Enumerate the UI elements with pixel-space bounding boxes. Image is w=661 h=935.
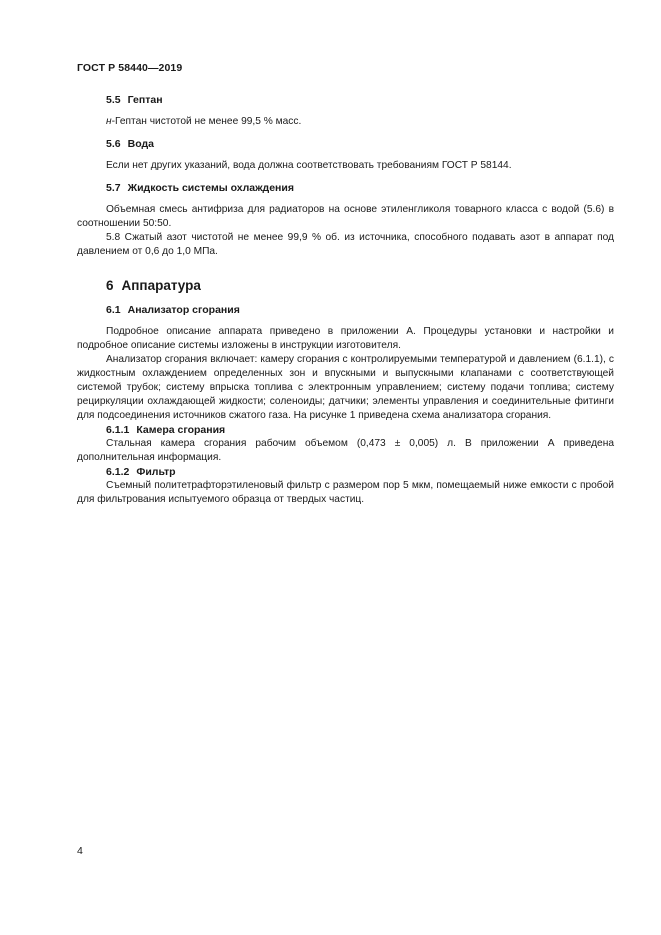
heading-5-7-number: 5.7 [106,182,121,194]
heading-6 [77,277,614,295]
page-content [77,93,614,507]
heading-6-1-title: Анализатор сгорания [127,304,240,316]
heading-5-6-title: Вода [127,138,154,150]
heading-6-1-2-number: 6.1.2 [106,466,130,478]
running-header-standard-id: ГОСТ Р 58440—2019 [77,62,183,74]
paragraph-5-7: Объемная смесь антифриза для радиаторов на основе этиленгликоля товарного класса с водой (5.6) в соотношении 50:50. [77,204,614,229]
paragraph-5-6: Если нет других указаний, вода должна соответствовать требованиям ГОСТ Р 58144. [106,160,512,171]
heading-5-6-number: 5.6 [106,138,121,150]
heading-5-5 [77,93,614,107]
heading-6-1-1-title: Камера сгорания [136,424,226,436]
paragraph-5-8: 5.8 Сжатый азот чистотой не менее 99,9 % об. из источника, способного подавать азот в аппарат под давлением от 0,6 до 1,0 МПа. [77,232,614,257]
heading-5-7 [77,181,614,195]
paragraph-5-5-text: -Гептан чистотой не менее 99,5 % масс. [111,116,302,127]
heading-6-1-1 [77,423,614,437]
heading-5-7-title: Жидкость системы охлаждения [127,182,294,194]
paragraph-6-1-a: Подробное описание аппарата приведено в приложении А. Процедуры установки и настройки и подробное описание системы изложены в инструкции изготовителя. [77,326,614,351]
heading-6-1-1-number: 6.1.1 [106,424,130,436]
heading-5-5-title: Гептан [127,94,163,106]
paragraph-5-5-italic-prefix: н [106,116,112,127]
heading-6-1-number: 6.1 [106,304,121,316]
paragraph-5-5 [77,115,614,129]
heading-6-1-2 [77,465,614,479]
heading-5-6 [77,137,614,151]
heading-6-1-2-title: Фильтр [136,466,176,478]
heading-6-title: Аппаратура [121,278,201,293]
paragraph-6-1-1: Стальная камера сгорания рабочим объемом (0,473 ± 0,005) л. В приложении А приведена дополнительная информация. [77,438,614,463]
paragraph-6-1-2: Съемный политетрафторэтиленовый фильтр с размером пор 5 мкм, помещаемый ниже емкости с пробой для фильтрования испытуемого образца от твердых частиц. [77,480,614,505]
page-number: 4 [77,845,83,857]
heading-6-number: 6 [106,278,114,293]
heading-5-5-number: 5.5 [106,94,121,106]
paragraph-6-1-b: Анализатор сгорания включает: камеру сгорания с контролируемыми температурой и давлением (6.1.1), с жидкостным охлаждением определенных зон и впускными и выпускными клапанами с соответствующей системой трубок; систему впрыска топлива с электронным управлением; систему подачи топлива; систему рециркуляции охлаждающей жидкости; соленоиды; датчики; элементы управления и соединительные фитинги для подсоединения источников сжатого газа. На рисунке 1 приведена схема анализатора сгорания. [77,354,614,421]
heading-6-1 [77,303,614,317]
